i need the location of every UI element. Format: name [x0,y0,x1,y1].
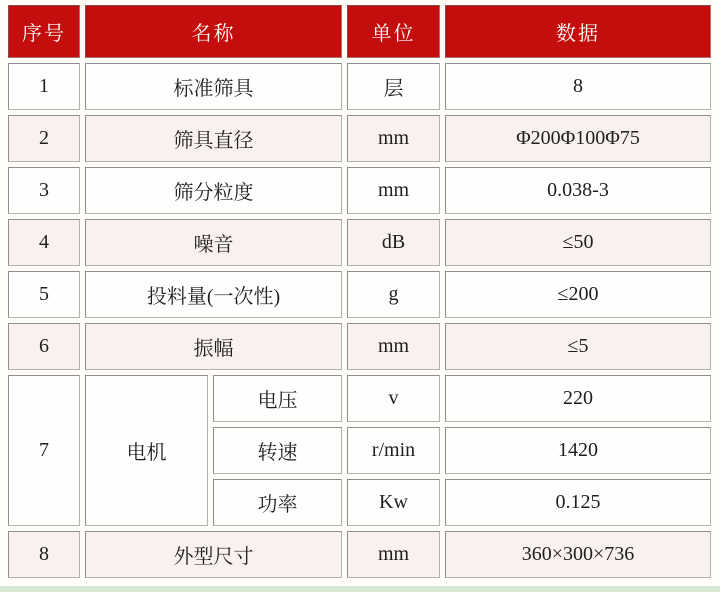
row-name-cell: 振幅 [85,323,342,370]
header-cell-unit: 单位 [347,5,440,58]
row-value-cell: 360×300×736 [445,531,711,578]
row-no-cell: 3 [8,167,80,214]
table-row [8,323,711,370]
bottom-strip [0,586,720,592]
spec-table [3,0,716,583]
row-unit-cell: v [347,375,440,422]
row-no-cell: 7 [8,375,80,526]
row-name-cell: 筛具直径 [85,115,342,162]
row-value-cell: ≤50 [445,219,711,266]
row-no-cell: 8 [8,531,80,578]
row-name-cell: 外型尺寸 [85,531,342,578]
row-value-cell: Φ200Φ100Φ75 [445,115,711,162]
motor-param-cell: 电压 [213,375,342,422]
row-value-cell: 220 [445,375,711,422]
motor-param-cell: 功率 [213,479,342,526]
row-value-cell: 0.038-3 [445,167,711,214]
row-no-cell: 1 [8,63,80,110]
row-no-cell: 6 [8,323,80,370]
table-row [8,63,711,110]
row-name-cell: 噪音 [85,219,342,266]
row-name-cell: 投料量(一次性) [85,271,342,318]
header-cell-data: 数据 [445,5,711,58]
row-value-cell: 1420 [445,427,711,474]
row-unit-cell: mm [347,167,440,214]
row-unit-cell: r/min [347,427,440,474]
row-unit-cell: dB [347,219,440,266]
table-row [8,271,711,318]
row-unit-cell: mm [347,531,440,578]
motor-group-row [8,375,711,422]
row-no-cell: 5 [8,271,80,318]
header-cell-no: 序号 [8,5,80,58]
header-cell-name: 名称 [85,5,342,58]
table-row [8,531,711,578]
row-value-cell: 8 [445,63,711,110]
row-unit-cell: Kw [347,479,440,526]
row-no-cell: 2 [8,115,80,162]
row-no-cell: 4 [8,219,80,266]
table-row [8,219,711,266]
motor-param-cell: 转速 [213,427,342,474]
motor-name-cell: 电机 [85,375,208,526]
table-row [8,167,711,214]
row-unit-cell: g [347,271,440,318]
row-unit-cell: 层 [347,63,440,110]
row-unit-cell: mm [347,115,440,162]
row-value-cell: ≤5 [445,323,711,370]
row-value-cell: ≤200 [445,271,711,318]
table-row [8,115,711,162]
row-unit-cell: mm [347,323,440,370]
header-row [8,5,711,58]
row-name-cell: 筛分粒度 [85,167,342,214]
row-value-cell: 0.125 [445,479,711,526]
row-name-cell: 标准筛具 [85,63,342,110]
